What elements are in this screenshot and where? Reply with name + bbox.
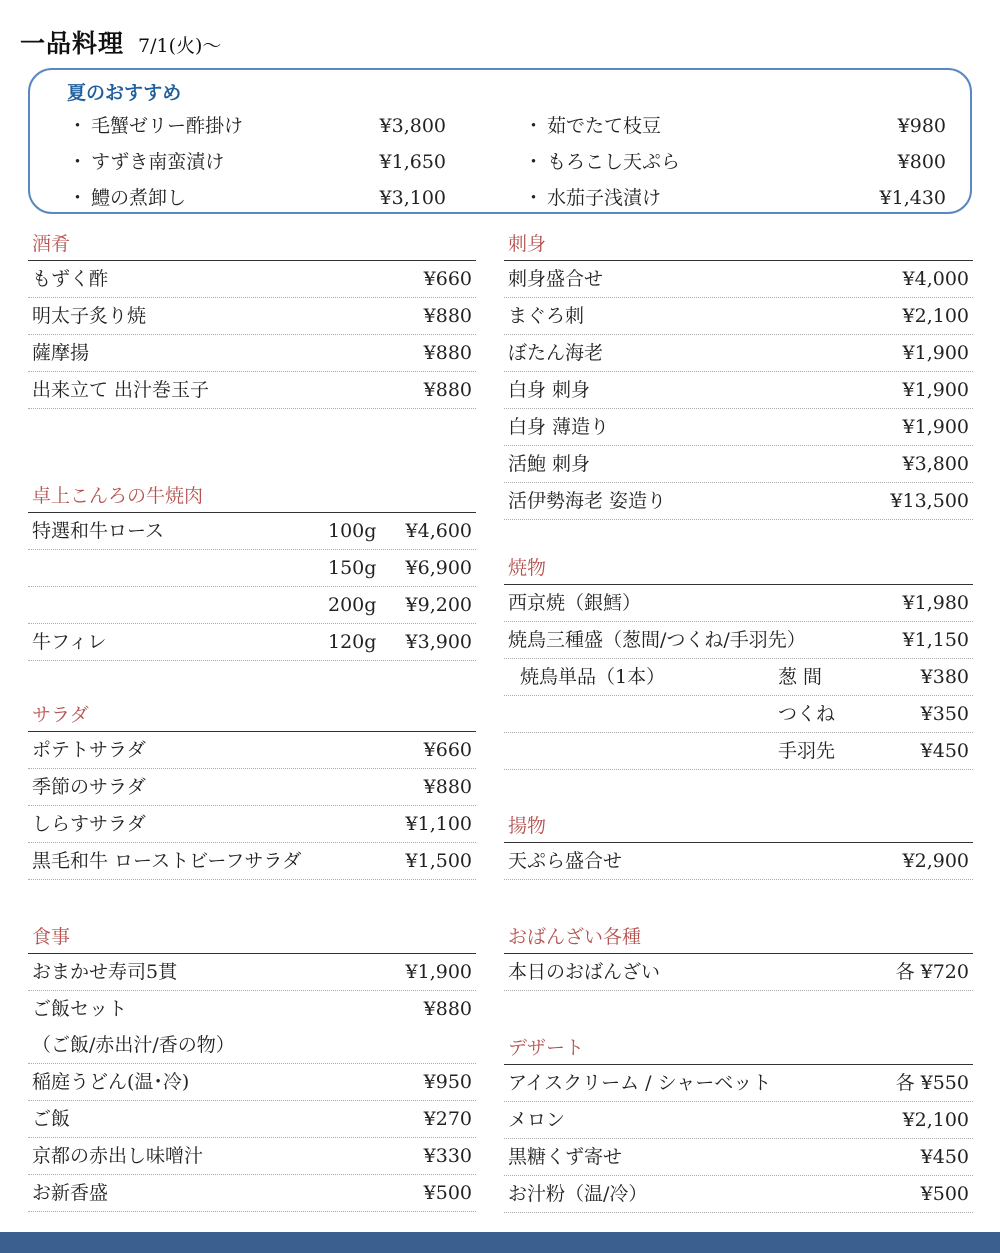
menu-row: ぼたん海老 ¥1,900 <box>504 335 973 372</box>
menu-row: ご飯 ¥270 <box>28 1101 476 1138</box>
menu-row: つくね ¥350 <box>504 696 973 733</box>
menu-row: 稲庭うどん(温･冷) ¥950 <box>28 1064 476 1101</box>
menu-row: メロン ¥2,100 <box>504 1102 973 1139</box>
section-heading: デザート <box>504 1032 973 1065</box>
section-heading: 焼物 <box>504 552 973 585</box>
section-yakimono <box>504 552 973 770</box>
section-heading: 揚物 <box>504 810 973 843</box>
menu-row: 黒毛和牛 ローストビーフサラダ ¥1,500 <box>28 843 476 880</box>
menu-row: 特選和牛ロース 100g ¥4,600 <box>28 513 476 550</box>
menu-row: 天ぷら盛合せ ¥2,900 <box>504 843 973 880</box>
page-title <box>20 24 222 58</box>
recommend-item: ・ もろこし天ぷら ¥800 <box>524 151 946 173</box>
section-sakana <box>28 228 476 409</box>
menu-row: 焼鳥三種盛（葱間/つくね/手羽先） ¥1,150 <box>504 622 973 659</box>
menu-date: 7/1(火)〜 <box>138 35 222 57</box>
summer-recommend-box <box>28 68 972 214</box>
recommend-item: ・ 鱧の煮卸し ¥3,100 <box>68 187 446 209</box>
section-heading: おばんざい各種 <box>504 921 973 954</box>
menu-row: 西京焼（銀鱈） ¥1,980 <box>504 585 973 622</box>
menu-row: まぐろ刺 ¥2,100 <box>504 298 973 335</box>
menu-row: 牛フィレ 120g ¥3,900 <box>28 624 476 661</box>
summer-recommend-title: 夏のおすすめ <box>67 82 182 104</box>
menu-row: 手羽先 ¥450 <box>504 733 973 770</box>
menu-row: 刺身盛合せ ¥4,000 <box>504 261 973 298</box>
section-obanzai <box>504 921 973 991</box>
menu-row: アイスクリーム / シャーベット 各 ¥550 <box>504 1065 973 1102</box>
menu-row: 150g ¥6,900 <box>28 550 476 587</box>
recommend-item: ・ 水茄子浅漬け ¥1,430 <box>524 187 946 209</box>
section-heading: 刺身 <box>504 228 973 261</box>
menu-row: 黒糖くず寄せ ¥450 <box>504 1139 973 1176</box>
menu-row: 活伊勢海老 姿造り ¥13,500 <box>504 483 973 520</box>
menu-row: 本日のおばんざい 各 ¥720 <box>504 954 973 991</box>
menu-row: もずく酢 ¥660 <box>28 261 476 298</box>
menu-row: お新香盛 ¥500 <box>28 1175 476 1212</box>
menu-row: お汁粉（温/冷） ¥500 <box>504 1176 973 1213</box>
menu-row: 活鮑 刺身 ¥3,800 <box>504 446 973 483</box>
menu-title: 一品料理 <box>20 29 125 58</box>
section-salad <box>28 699 476 880</box>
section-yakiniku <box>28 480 476 661</box>
bottom-bar <box>0 1232 1000 1253</box>
section-dessert <box>504 1032 973 1213</box>
menu-row: 京都の赤出し味噌汁 ¥330 <box>28 1138 476 1175</box>
recommend-item: ・ 毛蟹ゼリー酢掛け ¥3,800 <box>68 115 446 137</box>
section-heading: 食事 <box>28 921 476 954</box>
section-shokuji <box>28 921 476 1212</box>
section-heading: 卓上こんろの牛焼肉 <box>28 480 476 513</box>
menu-row: ご飯セット （ご飯/赤出汁/香の物） ¥880 <box>28 991 476 1064</box>
recommend-item: ・ すずき南蛮漬け ¥1,650 <box>68 151 446 173</box>
menu-row: しらすサラダ ¥1,100 <box>28 806 476 843</box>
menu-row: 明太子炙り焼 ¥880 <box>28 298 476 335</box>
menu-row: おまかせ寿司5貫 ¥1,900 <box>28 954 476 991</box>
recommend-item: ・ 茹でたて枝豆 ¥980 <box>524 115 946 137</box>
section-agemono <box>504 810 973 880</box>
section-sashimi <box>504 228 973 520</box>
menu-row: 白身 薄造り ¥1,900 <box>504 409 973 446</box>
menu-row: 出来立て 出汁巻玉子 ¥880 <box>28 372 476 409</box>
section-heading: 酒肴 <box>28 228 476 261</box>
menu-row: 焼鳥単品（1本） 葱 間 ¥380 <box>504 659 973 696</box>
section-heading: サラダ <box>28 699 476 732</box>
menu-row: 季節のサラダ ¥880 <box>28 769 476 806</box>
menu-row: 200g ¥9,200 <box>28 587 476 624</box>
menu-row: 白身 刺身 ¥1,900 <box>504 372 973 409</box>
menu-row: 薩摩揚 ¥880 <box>28 335 476 372</box>
menu-row: ポテトサラダ ¥660 <box>28 732 476 769</box>
